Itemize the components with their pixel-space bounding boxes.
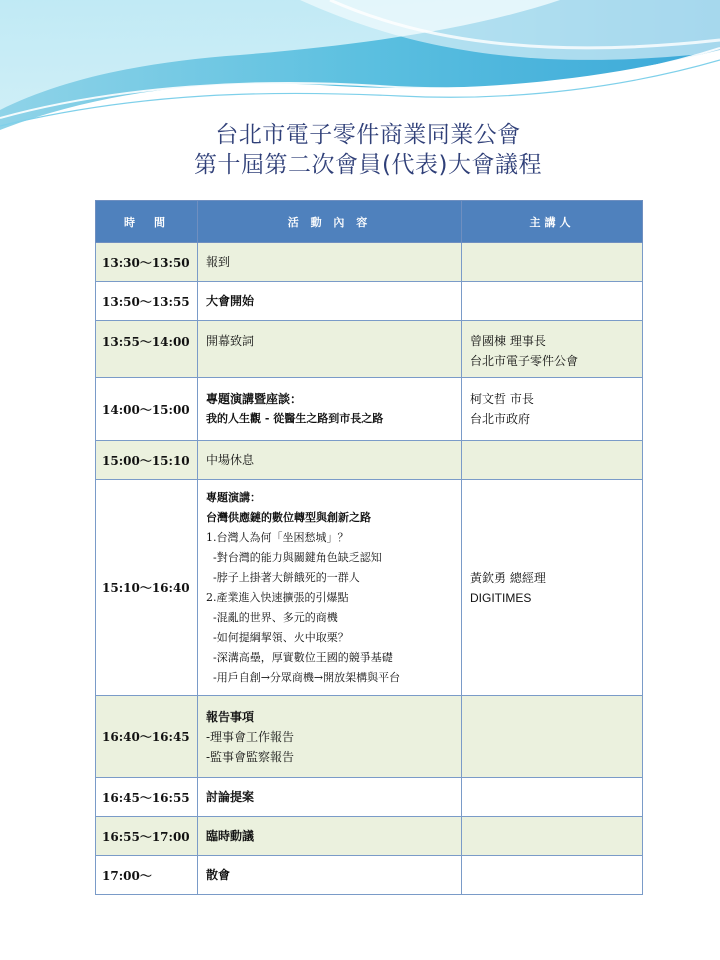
row-speaker bbox=[462, 696, 643, 778]
row-speaker bbox=[462, 778, 643, 817]
row-speaker bbox=[462, 480, 643, 696]
activity-line: 專題演講暨座談： bbox=[206, 392, 303, 406]
row-time: 14:00～15:00 bbox=[96, 378, 198, 441]
title-line-2: 第十屆第二次會員(代表)大會議程 bbox=[194, 152, 542, 178]
activity-line: -對台灣的能力與關鍵角色缺乏認知 bbox=[206, 550, 382, 564]
row-speaker bbox=[462, 282, 643, 321]
row-time: 15:10～16:40 bbox=[96, 480, 198, 696]
speaker-org: 台北市電子零件公會 bbox=[470, 354, 579, 368]
row-time: 15:00～15:10 bbox=[96, 441, 198, 480]
row-time: 17:00～ bbox=[96, 856, 198, 895]
table-row bbox=[96, 856, 643, 895]
activity-line: 中場休息 bbox=[206, 453, 255, 467]
row-time: 13:55～14:00 bbox=[96, 321, 198, 378]
table-row bbox=[96, 321, 643, 378]
row-time: 16:45～16:55 bbox=[96, 778, 198, 817]
activity-line: 我的人生觀 - 從醫生之路到市長之路 bbox=[206, 412, 384, 425]
speaker-org: 台北市政府 bbox=[470, 412, 531, 426]
header-speaker: 主講人 bbox=[462, 201, 643, 243]
row-speaker bbox=[462, 817, 643, 856]
speaker-name: 黃欽勇 總經理 bbox=[470, 570, 546, 585]
row-speaker bbox=[462, 856, 643, 895]
activity-line: 專題演講： bbox=[206, 490, 261, 504]
activity-line: -如何提綱挈領、火中取栗？ bbox=[206, 630, 349, 644]
activity-line: -理事會工作報告 bbox=[206, 729, 295, 744]
row-speaker bbox=[462, 378, 643, 441]
row-speaker bbox=[462, 243, 643, 282]
activity-line: -混亂的世界、多元的商機 bbox=[206, 610, 338, 624]
table-row bbox=[96, 696, 643, 778]
header-time: 時 間 bbox=[96, 201, 198, 243]
row-activity bbox=[198, 378, 462, 441]
activity-line: 大會開始 bbox=[206, 294, 255, 308]
row-activity bbox=[198, 282, 462, 321]
speaker-name: 柯文哲 市長 bbox=[470, 392, 534, 406]
row-activity bbox=[198, 696, 462, 778]
activity-line: 散會 bbox=[206, 868, 231, 882]
activity-line: 2.產業進入快速擴張的引爆點 bbox=[206, 590, 349, 604]
header-activity: 活 動 內 容 bbox=[198, 201, 462, 243]
row-speaker bbox=[462, 441, 643, 480]
row-time: 16:40～16:45 bbox=[96, 696, 198, 778]
row-activity bbox=[198, 480, 462, 696]
activity-line: -用戶自創→分眾商機→開放架構與平台 bbox=[206, 670, 401, 684]
activity-line: -脖子上掛著大餅餓死的一群人 bbox=[206, 570, 360, 584]
title-line-1: 台北市電子零件商業同業公會 bbox=[215, 122, 521, 148]
table-row bbox=[96, 817, 643, 856]
activity-line: -監事會監察報告 bbox=[206, 749, 295, 764]
row-time: 16:55～17:00 bbox=[96, 817, 198, 856]
table-row bbox=[96, 778, 643, 817]
activity-line: 報到 bbox=[206, 255, 231, 269]
speaker-name: 曾國棟 理事長 bbox=[470, 334, 546, 348]
activity-line: -深溝高壘，厚實數位王國的競爭基礎 bbox=[206, 650, 393, 664]
table-row bbox=[96, 441, 643, 480]
agenda-table bbox=[95, 200, 643, 895]
table-row bbox=[96, 282, 643, 321]
row-activity bbox=[198, 243, 462, 282]
row-speaker bbox=[462, 321, 643, 378]
row-activity bbox=[198, 321, 462, 378]
activity-line: 台灣供應鏈的數位轉型與創新之路 bbox=[206, 510, 371, 524]
table-row bbox=[96, 243, 643, 282]
row-activity bbox=[198, 817, 462, 856]
table-header-row bbox=[96, 201, 643, 243]
table-row bbox=[96, 480, 643, 696]
row-activity bbox=[198, 441, 462, 480]
row-time: 13:30～13:50 bbox=[96, 243, 198, 282]
table-row bbox=[96, 378, 643, 441]
document-title bbox=[0, 120, 720, 180]
activity-line: 開幕致詞 bbox=[206, 334, 255, 348]
activity-line: 討論提案 bbox=[206, 790, 255, 804]
activity-line: 臨時動議 bbox=[206, 829, 255, 843]
speaker-org: DIGITIMES bbox=[470, 590, 532, 605]
row-activity bbox=[198, 778, 462, 817]
activity-line: 1.台灣人為何「坐困愁城」？ bbox=[206, 530, 349, 544]
row-time: 13:50～13:55 bbox=[96, 282, 198, 321]
row-activity bbox=[198, 856, 462, 895]
activity-line: 報告事項 bbox=[206, 709, 255, 724]
